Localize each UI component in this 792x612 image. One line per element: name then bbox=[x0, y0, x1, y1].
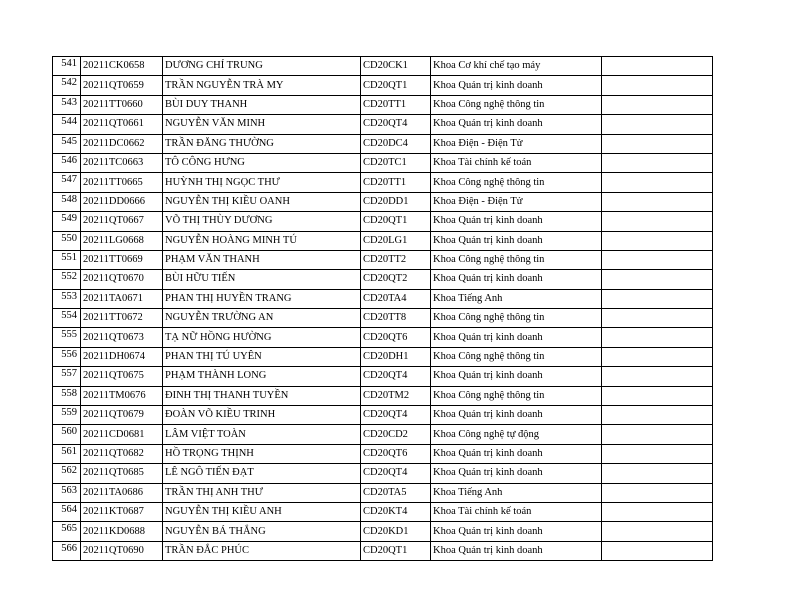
student-name: PHAN THỊ TÚ UYÊN bbox=[163, 347, 361, 366]
faculty: Khoa Quản trị kinh doanh bbox=[431, 76, 602, 95]
table-row bbox=[53, 250, 713, 269]
student-code: 20211QT0661 bbox=[81, 115, 163, 134]
faculty: Khoa Công nghệ thông tin bbox=[431, 173, 602, 192]
row-number: 545 bbox=[53, 134, 81, 153]
student-code: 20211QT0673 bbox=[81, 328, 163, 347]
row-number: 563 bbox=[53, 483, 81, 502]
student-code: 20211DH0674 bbox=[81, 347, 163, 366]
table-row bbox=[53, 347, 713, 366]
student-name: TÔ CÔNG HƯNG bbox=[163, 153, 361, 172]
student-code: 20211TT0665 bbox=[81, 173, 163, 192]
student-code: 20211QT0667 bbox=[81, 212, 163, 231]
note-cell bbox=[602, 289, 713, 308]
table-row bbox=[53, 309, 713, 328]
class-code: CD20QT6 bbox=[361, 328, 431, 347]
row-number: 550 bbox=[53, 231, 81, 250]
table-row bbox=[53, 464, 713, 483]
student-code: 20211LG0668 bbox=[81, 231, 163, 250]
row-number: 562 bbox=[53, 464, 81, 483]
note-cell bbox=[602, 57, 713, 76]
student-code: 20211DC0662 bbox=[81, 134, 163, 153]
table-row bbox=[53, 270, 713, 289]
table-body bbox=[53, 57, 713, 561]
note-cell bbox=[602, 153, 713, 172]
table-row bbox=[53, 502, 713, 521]
note-cell bbox=[602, 212, 713, 231]
student-name: PHẠM THÀNH LONG bbox=[163, 367, 361, 386]
table-row bbox=[53, 289, 713, 308]
note-cell bbox=[602, 444, 713, 463]
row-number: 543 bbox=[53, 95, 81, 114]
note-cell bbox=[602, 386, 713, 405]
row-number: 553 bbox=[53, 289, 81, 308]
faculty: Khoa Quản trị kinh doanh bbox=[431, 328, 602, 347]
faculty: Khoa Quản trị kinh doanh bbox=[431, 212, 602, 231]
table-row bbox=[53, 76, 713, 95]
note-cell bbox=[602, 192, 713, 211]
row-number: 546 bbox=[53, 153, 81, 172]
faculty: Khoa Công nghệ thông tin bbox=[431, 347, 602, 366]
row-number: 551 bbox=[53, 250, 81, 269]
note-cell bbox=[602, 134, 713, 153]
faculty: Khoa Quản trị kinh doanh bbox=[431, 115, 602, 134]
note-cell bbox=[602, 309, 713, 328]
class-code: CD20DC4 bbox=[361, 134, 431, 153]
student-name: NGUYỄN THỊ KIỀU ANH bbox=[163, 502, 361, 521]
table-row bbox=[53, 212, 713, 231]
student-code: 20211DD0666 bbox=[81, 192, 163, 211]
row-number: 544 bbox=[53, 115, 81, 134]
faculty: Khoa Tiếng Anh bbox=[431, 289, 602, 308]
note-cell bbox=[602, 483, 713, 502]
student-name: TRẦN THỊ ANH THƯ bbox=[163, 483, 361, 502]
class-code: CD20TT2 bbox=[361, 250, 431, 269]
class-code: CD20QT1 bbox=[361, 76, 431, 95]
student-code: 20211KD0688 bbox=[81, 522, 163, 541]
student-name: NGUYỄN VĂN MINH bbox=[163, 115, 361, 134]
row-number: 542 bbox=[53, 76, 81, 95]
row-number: 558 bbox=[53, 386, 81, 405]
note-cell bbox=[602, 115, 713, 134]
student-name: TRẦN ĐĂNG THƯỜNG bbox=[163, 134, 361, 153]
note-cell bbox=[602, 95, 713, 114]
faculty: Khoa Công nghệ thông tin bbox=[431, 309, 602, 328]
faculty: Khoa Điện - Điện Tử bbox=[431, 134, 602, 153]
note-cell bbox=[602, 231, 713, 250]
faculty: Khoa Quản trị kinh doanh bbox=[431, 541, 602, 560]
faculty: Khoa Công nghệ thông tin bbox=[431, 250, 602, 269]
student-name: PHAN THỊ HUYỀN TRANG bbox=[163, 289, 361, 308]
class-code: CD20QT1 bbox=[361, 212, 431, 231]
class-code: CD20TC1 bbox=[361, 153, 431, 172]
class-code: CD20QT1 bbox=[361, 541, 431, 560]
faculty: Khoa Tài chính kế toán bbox=[431, 502, 602, 521]
faculty: Khoa Cơ khí chế tạo máy bbox=[431, 57, 602, 76]
class-code: CD20KD1 bbox=[361, 522, 431, 541]
student-code: 20211QT0670 bbox=[81, 270, 163, 289]
note-cell bbox=[602, 270, 713, 289]
class-code: CD20TT1 bbox=[361, 95, 431, 114]
note-cell bbox=[602, 250, 713, 269]
class-code: CD20QT2 bbox=[361, 270, 431, 289]
class-code: CD20TA5 bbox=[361, 483, 431, 502]
student-name: BÙI HỮU TIẾN bbox=[163, 270, 361, 289]
table-row bbox=[53, 95, 713, 114]
row-number: 541 bbox=[53, 57, 81, 76]
table-row bbox=[53, 483, 713, 502]
student-name: VÕ THỊ THÙY DƯƠNG bbox=[163, 212, 361, 231]
row-number: 557 bbox=[53, 367, 81, 386]
student-name: BÙI DUY THANH bbox=[163, 95, 361, 114]
table-row bbox=[53, 115, 713, 134]
table-row bbox=[53, 173, 713, 192]
note-cell bbox=[602, 328, 713, 347]
student-name: DƯƠNG CHÍ TRUNG bbox=[163, 57, 361, 76]
class-code: CD20TT8 bbox=[361, 309, 431, 328]
row-number: 561 bbox=[53, 444, 81, 463]
row-number: 554 bbox=[53, 309, 81, 328]
note-cell bbox=[602, 173, 713, 192]
note-cell bbox=[602, 502, 713, 521]
student-name: ĐOÀN VÕ KIỀU TRINH bbox=[163, 406, 361, 425]
note-cell bbox=[602, 347, 713, 366]
class-code: CD20TT1 bbox=[361, 173, 431, 192]
faculty: Khoa Tiếng Anh bbox=[431, 483, 602, 502]
row-number: 559 bbox=[53, 406, 81, 425]
class-code: CD20QT4 bbox=[361, 115, 431, 134]
student-name: ĐINH THỊ THANH TUYỀN bbox=[163, 386, 361, 405]
student-name: TRẦN NGUYỄN TRÀ MY bbox=[163, 76, 361, 95]
row-number: 555 bbox=[53, 328, 81, 347]
row-number: 556 bbox=[53, 347, 81, 366]
student-code: 20211QT0675 bbox=[81, 367, 163, 386]
student-code: 20211QT0682 bbox=[81, 444, 163, 463]
class-code: CD20QT4 bbox=[361, 464, 431, 483]
note-cell bbox=[602, 76, 713, 95]
row-number: 560 bbox=[53, 425, 81, 444]
student-name: NGUYỄN THỊ KIỀU OANH bbox=[163, 192, 361, 211]
table-row bbox=[53, 444, 713, 463]
row-number: 565 bbox=[53, 522, 81, 541]
row-number: 552 bbox=[53, 270, 81, 289]
faculty: Khoa Công nghệ thông tin bbox=[431, 95, 602, 114]
student-code: 20211QT0659 bbox=[81, 76, 163, 95]
faculty: Khoa Công nghệ tự động bbox=[431, 425, 602, 444]
faculty: Khoa Quản trị kinh doanh bbox=[431, 270, 602, 289]
row-number: 549 bbox=[53, 212, 81, 231]
faculty: Khoa Quản trị kinh doanh bbox=[431, 522, 602, 541]
class-code: CD20QT6 bbox=[361, 444, 431, 463]
student-name: TẠ NỮ HỒNG HƯỜNG bbox=[163, 328, 361, 347]
faculty: Khoa Tài chính kế toán bbox=[431, 153, 602, 172]
class-code: CD20QT4 bbox=[361, 406, 431, 425]
student-name: PHẠM VĂN THANH bbox=[163, 250, 361, 269]
student-name: LÂM VIỆT TOÀN bbox=[163, 425, 361, 444]
student-code: 20211TC0663 bbox=[81, 153, 163, 172]
table-row bbox=[53, 57, 713, 76]
table-row bbox=[53, 386, 713, 405]
student-code: 20211QT0679 bbox=[81, 406, 163, 425]
class-code: CD20TA4 bbox=[361, 289, 431, 308]
student-list-table bbox=[52, 56, 713, 561]
table-row bbox=[53, 367, 713, 386]
note-cell bbox=[602, 425, 713, 444]
student-code: 20211QT0690 bbox=[81, 541, 163, 560]
class-code: CD20DD1 bbox=[361, 192, 431, 211]
table-row bbox=[53, 541, 713, 560]
faculty: Khoa Công nghệ thông tin bbox=[431, 386, 602, 405]
class-code: CD20CK1 bbox=[361, 57, 431, 76]
note-cell bbox=[602, 541, 713, 560]
student-code: 20211CD0681 bbox=[81, 425, 163, 444]
row-number: 547 bbox=[53, 173, 81, 192]
student-code: 20211TM0676 bbox=[81, 386, 163, 405]
table-row bbox=[53, 192, 713, 211]
note-cell bbox=[602, 406, 713, 425]
student-code: 20211TA0671 bbox=[81, 289, 163, 308]
student-code: 20211TA0686 bbox=[81, 483, 163, 502]
table-row bbox=[53, 328, 713, 347]
student-name: NGUYỄN BÁ THẮNG bbox=[163, 522, 361, 541]
class-code: CD20QT4 bbox=[361, 367, 431, 386]
student-name: LÊ NGÔ TIẾN ĐẠT bbox=[163, 464, 361, 483]
faculty: Khoa Điện - Điện Tử bbox=[431, 192, 602, 211]
student-name: NGUYỄN TRƯỜNG AN bbox=[163, 309, 361, 328]
student-name: HỒ TRỌNG THỊNH bbox=[163, 444, 361, 463]
class-code: CD20KT4 bbox=[361, 502, 431, 521]
faculty: Khoa Quản trị kinh doanh bbox=[431, 444, 602, 463]
class-code: CD20DH1 bbox=[361, 347, 431, 366]
note-cell bbox=[602, 464, 713, 483]
student-code: 20211KT0687 bbox=[81, 502, 163, 521]
student-name: HUỲNH THỊ NGỌC THƯ bbox=[163, 173, 361, 192]
note-cell bbox=[602, 522, 713, 541]
class-code: CD20LG1 bbox=[361, 231, 431, 250]
faculty: Khoa Quản trị kinh doanh bbox=[431, 367, 602, 386]
row-number: 548 bbox=[53, 192, 81, 211]
student-name: TRẦN ĐẮC PHÚC bbox=[163, 541, 361, 560]
student-code: 20211TT0672 bbox=[81, 309, 163, 328]
class-code: CD20CD2 bbox=[361, 425, 431, 444]
table-row bbox=[53, 231, 713, 250]
table-row bbox=[53, 153, 713, 172]
student-code: 20211CK0658 bbox=[81, 57, 163, 76]
row-number: 564 bbox=[53, 502, 81, 521]
student-code: 20211QT0685 bbox=[81, 464, 163, 483]
row-number: 566 bbox=[53, 541, 81, 560]
note-cell bbox=[602, 367, 713, 386]
table-row bbox=[53, 425, 713, 444]
faculty: Khoa Quản trị kinh doanh bbox=[431, 231, 602, 250]
student-code: 20211TT0660 bbox=[81, 95, 163, 114]
faculty: Khoa Quản trị kinh doanh bbox=[431, 464, 602, 483]
table-row bbox=[53, 406, 713, 425]
student-name: NGUYỄN HOÀNG MINH TÚ bbox=[163, 231, 361, 250]
faculty: Khoa Quản trị kinh doanh bbox=[431, 406, 602, 425]
table-row bbox=[53, 134, 713, 153]
class-code: CD20TM2 bbox=[361, 386, 431, 405]
student-code: 20211TT0669 bbox=[81, 250, 163, 269]
table-row bbox=[53, 522, 713, 541]
